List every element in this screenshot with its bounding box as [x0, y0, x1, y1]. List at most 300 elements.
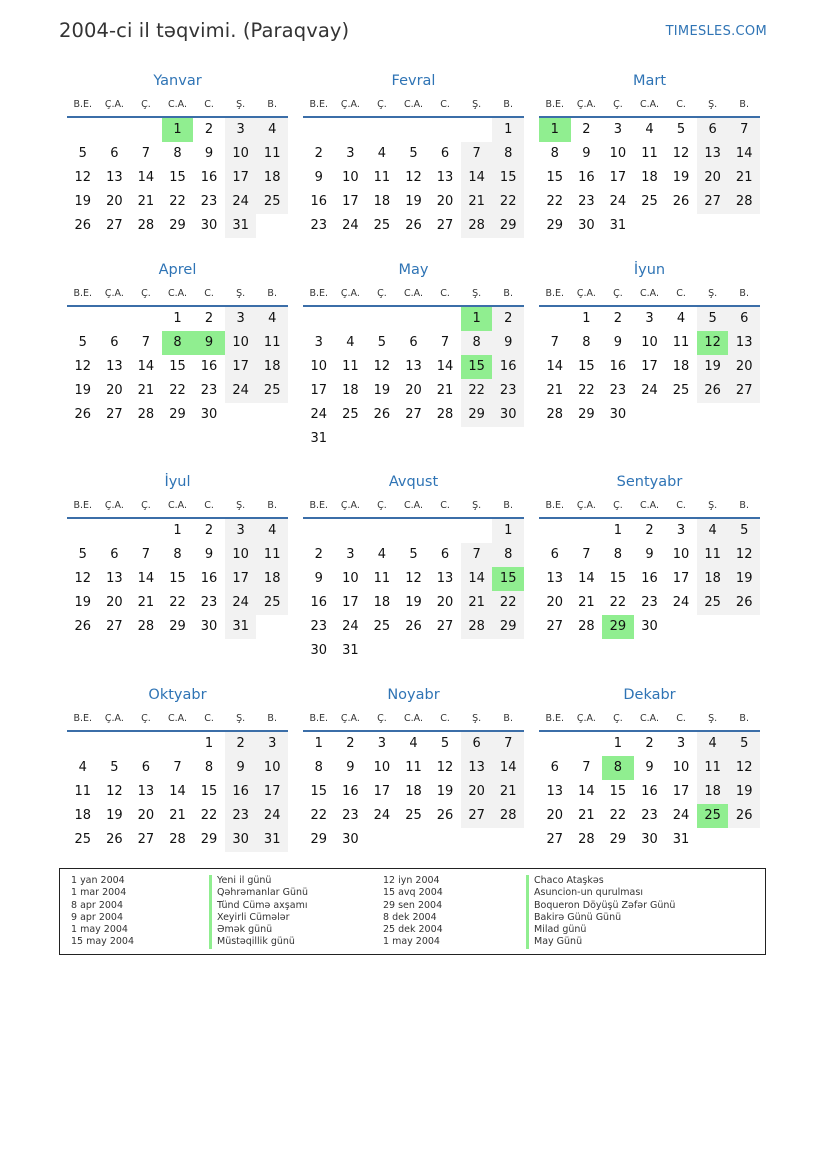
- day-cell: 27: [697, 190, 729, 214]
- holiday-date: 25 dek 2004: [383, 924, 443, 936]
- holiday-date: 1 mar 2004: [71, 887, 127, 899]
- day-cell: 10: [342, 170, 359, 185]
- day-cell: 9: [314, 170, 323, 185]
- day-cell: 4: [409, 736, 418, 751]
- day-cell: 14: [492, 756, 524, 780]
- weekday-label: Ç.: [141, 713, 151, 724]
- day-cell: 3: [256, 732, 288, 756]
- holiday-day-cell: 15: [461, 355, 493, 379]
- day-cell: 21: [137, 383, 155, 398]
- month-name: Yanvar: [153, 73, 202, 89]
- day-cell: 22: [492, 190, 524, 214]
- day-cell: 7: [550, 335, 559, 350]
- day-cell: 1: [314, 736, 323, 751]
- weekday-label: B.: [739, 288, 749, 299]
- day-cell: 26: [436, 808, 454, 823]
- holiday-name: Qəhrəmanlar Günü: [209, 887, 308, 899]
- day-cell: 1: [492, 519, 524, 543]
- holiday-day-cell: 1: [461, 307, 493, 331]
- weekday-label: C.A.: [639, 713, 659, 724]
- day-cell: 8: [492, 543, 524, 567]
- day-cell: 31: [225, 615, 257, 639]
- day-cell: 22: [169, 595, 186, 610]
- weekday-label: B.E.: [545, 99, 565, 110]
- day-cell: 28: [137, 407, 155, 422]
- month-name: Aprel: [158, 262, 197, 278]
- day-cell: 18: [697, 567, 729, 591]
- day-cell: 5: [440, 736, 450, 751]
- weekday-header: [539, 99, 760, 115]
- day-cell: 22: [310, 808, 328, 823]
- day-cell: 30: [225, 828, 257, 852]
- day-cell: 30: [310, 643, 328, 658]
- day-cell: 26: [728, 804, 760, 828]
- holiday-dates-column: [71, 875, 134, 949]
- holiday-date: 1 may 2004: [71, 924, 128, 936]
- day-cell: 8: [204, 760, 214, 775]
- day-cell: 23: [578, 194, 595, 209]
- day-cell: 20: [137, 808, 155, 823]
- day-cell: 20: [697, 166, 729, 190]
- day-cell: 8: [461, 331, 493, 355]
- day-cell: 13: [461, 756, 493, 780]
- weekday-label: B.E.: [545, 500, 565, 511]
- day-cell: 13: [728, 331, 760, 355]
- day-cell: 28: [461, 214, 493, 238]
- day-cell: 9: [613, 335, 623, 350]
- day-cell: 22: [169, 194, 186, 209]
- weekday-label: C.: [204, 500, 214, 511]
- day-cell: 7: [141, 146, 151, 161]
- weekday-label: B.E.: [309, 99, 329, 110]
- holiday-day-cell: 25: [697, 804, 729, 828]
- day-cell: 24: [672, 595, 690, 610]
- day-cell: 9: [225, 756, 257, 780]
- day-cell: 13: [546, 784, 564, 799]
- day-cell: 1: [173, 523, 182, 538]
- day-cell: 8: [173, 146, 182, 161]
- weekday-label: B.E.: [309, 288, 329, 299]
- holiday-date: 1 yan 2004: [71, 875, 125, 886]
- day-cell: 11: [342, 359, 359, 374]
- day-cell: 5: [78, 547, 87, 562]
- day-cell: 28: [492, 804, 524, 828]
- weekday-label: C.: [204, 288, 214, 299]
- day-cell: 13: [436, 170, 454, 185]
- day-cell: 17: [672, 571, 690, 586]
- day-cell: 10: [373, 760, 391, 775]
- day-cell: 31: [225, 214, 257, 238]
- day-cell: 23: [200, 194, 218, 209]
- weekday-label: Ç.A.: [576, 713, 596, 724]
- day-cell: 25: [256, 190, 288, 214]
- day-cell: 10: [342, 571, 359, 586]
- day-cell: 14: [578, 571, 595, 586]
- weekday-label: Ç.A.: [104, 500, 124, 511]
- day-cell: 6: [141, 760, 151, 775]
- day-cell: 1: [173, 311, 182, 326]
- day-cell: 31: [256, 828, 288, 852]
- day-cell: 20: [728, 355, 760, 379]
- day-cell: 15: [169, 571, 186, 586]
- holiday-day-cell: 15: [492, 567, 524, 591]
- weekday-label: Ş.: [236, 500, 246, 511]
- weekday-header: [539, 288, 760, 304]
- day-cell: 23: [609, 383, 627, 398]
- day-cell: 29: [492, 615, 524, 639]
- day-cell: 8: [550, 146, 559, 161]
- day-cell: 24: [225, 379, 257, 403]
- holiday-dates-column: [383, 875, 443, 949]
- day-cell: 10: [641, 335, 658, 350]
- day-cell: 1: [204, 736, 214, 751]
- weekday-label: C.A.: [639, 99, 659, 110]
- day-cell: 21: [578, 808, 595, 823]
- day-cell: 6: [440, 146, 450, 161]
- day-cell: 3: [613, 122, 623, 137]
- weekday-label: Ş.: [708, 713, 718, 724]
- day-cell: 22: [492, 591, 524, 615]
- day-cell: 28: [728, 190, 760, 214]
- day-cell: 4: [697, 519, 729, 543]
- day-cell: 6: [110, 547, 119, 562]
- day-cell: 21: [461, 591, 493, 615]
- day-cell: 25: [74, 832, 92, 847]
- day-cell: 29: [492, 214, 524, 238]
- weekday-label: B.: [267, 500, 277, 511]
- day-cell: 3: [346, 146, 355, 161]
- day-cell: 26: [697, 379, 729, 403]
- day-cell: 16: [342, 784, 359, 799]
- day-cell: 7: [440, 335, 450, 350]
- day-cell: 23: [641, 595, 658, 610]
- day-cell: 7: [492, 732, 524, 756]
- weekday-label: C.A.: [167, 288, 187, 299]
- day-cell: 4: [256, 519, 288, 543]
- day-cell: 10: [672, 760, 690, 775]
- day-cell: 20: [106, 383, 123, 398]
- month-name: May: [398, 262, 429, 278]
- weekday-label: C.A.: [167, 500, 187, 511]
- day-cell: 21: [461, 190, 493, 214]
- weekday-label: B.E.: [73, 500, 93, 511]
- day-cell: 20: [405, 383, 422, 398]
- day-cell: 17: [256, 780, 288, 804]
- site-link[interactable]: TIMESLES.COM: [665, 24, 767, 39]
- day-cell: 6: [697, 118, 729, 142]
- weekday-header: [539, 713, 760, 729]
- day-cell: 15: [310, 784, 328, 799]
- day-cell: 16: [310, 194, 328, 209]
- day-cell: 23: [641, 808, 658, 823]
- day-cell: 11: [256, 331, 288, 355]
- day-cell: 22: [609, 595, 627, 610]
- holiday-date: 29 sen 2004: [383, 899, 443, 911]
- holiday-name: Boqueron Döyüşü Zəfər Günü: [526, 900, 675, 912]
- day-cell: 19: [74, 194, 92, 209]
- day-cell: 6: [550, 547, 559, 562]
- holiday-name: Milad günü: [526, 924, 675, 936]
- weekday-label: B.E.: [73, 99, 93, 110]
- weekday-label: Ç.: [377, 288, 387, 299]
- day-cell: 16: [641, 571, 658, 586]
- day-cell: 18: [672, 359, 690, 374]
- day-cell: 21: [436, 383, 454, 398]
- day-cell: 12: [106, 784, 123, 799]
- day-cell: 27: [436, 619, 454, 634]
- weekday-label: Ç.A.: [340, 288, 360, 299]
- day-cell: 7: [582, 547, 591, 562]
- day-cell: 17: [373, 784, 391, 799]
- weekday-label: B.E.: [545, 713, 565, 724]
- weekday-label: Ç.: [141, 500, 151, 511]
- day-cell: 23: [310, 218, 328, 233]
- day-cell: 5: [728, 732, 760, 756]
- day-cell: 26: [405, 619, 422, 634]
- day-cell: 29: [169, 218, 186, 233]
- day-cell: 5: [78, 146, 87, 161]
- day-cell: 30: [609, 407, 627, 422]
- day-cell: 30: [200, 407, 218, 422]
- day-cell: 11: [373, 170, 391, 185]
- day-cell: 4: [645, 122, 654, 137]
- weekday-label: C.: [440, 713, 450, 724]
- day-cell: 25: [373, 218, 391, 233]
- day-cell: 26: [74, 619, 92, 634]
- weekday-label: B.E.: [73, 288, 93, 299]
- day-cell: 28: [169, 832, 186, 847]
- day-cell: 28: [137, 218, 155, 233]
- day-cell: 26: [672, 194, 690, 209]
- weekday-label: Ç.: [141, 99, 151, 110]
- day-cell: 16: [200, 571, 218, 586]
- day-cell: 30: [342, 832, 359, 847]
- day-cell: 7: [461, 543, 493, 567]
- holiday-name: Xeyirli Cümələr: [209, 912, 308, 924]
- weekday-label: Ç.: [613, 713, 623, 724]
- day-cell: 2: [582, 122, 591, 137]
- weekday-label: Ç.A.: [340, 713, 360, 724]
- day-cell: 3: [225, 118, 257, 142]
- day-cell: 27: [461, 804, 493, 828]
- day-cell: 5: [409, 547, 418, 562]
- weekday-label: Ç.: [613, 500, 623, 511]
- day-cell: 30: [578, 218, 595, 233]
- day-cell: 24: [342, 619, 359, 634]
- day-cell: 12: [74, 571, 92, 586]
- day-cell: 15: [609, 784, 627, 799]
- weekday-label: B.: [503, 713, 513, 724]
- weekday-label: Ç.: [377, 713, 387, 724]
- day-cell: 17: [310, 383, 328, 398]
- day-cell: 26: [373, 407, 391, 422]
- weekday-label: Ç.: [613, 288, 623, 299]
- day-cell: 25: [405, 808, 422, 823]
- month-name: İyul: [164, 474, 191, 490]
- day-cell: 9: [204, 146, 214, 161]
- weekday-label: C.: [676, 288, 686, 299]
- day-cell: 6: [110, 335, 119, 350]
- day-cell: 17: [342, 194, 359, 209]
- day-cell: 11: [256, 543, 288, 567]
- day-cell: 18: [342, 383, 359, 398]
- month-name: Dekabr: [623, 687, 676, 703]
- day-cell: 11: [373, 571, 391, 586]
- day-cell: 10: [225, 543, 257, 567]
- day-cell: 30: [200, 619, 218, 634]
- day-cell: 19: [405, 595, 422, 610]
- day-cell: 17: [225, 355, 257, 379]
- day-cell: 14: [137, 170, 155, 185]
- holiday-name: Chaco Ataşkəs: [526, 875, 675, 887]
- day-cell: 2: [645, 523, 654, 538]
- weekday-header: [303, 99, 524, 115]
- day-cell: 6: [110, 146, 119, 161]
- day-cell: 23: [342, 808, 359, 823]
- day-cell: 27: [436, 218, 454, 233]
- day-cell: 14: [728, 142, 760, 166]
- day-cell: 16: [609, 359, 627, 374]
- day-cell: 18: [256, 166, 288, 190]
- day-cell: 29: [546, 218, 564, 233]
- weekday-header: [67, 713, 288, 729]
- day-cell: 3: [314, 335, 323, 350]
- day-cell: 29: [169, 619, 186, 634]
- day-cell: 2: [204, 523, 214, 538]
- day-cell: 19: [373, 383, 391, 398]
- day-cell: 8: [613, 547, 623, 562]
- day-cell: 3: [225, 307, 257, 331]
- holiday-name: Yeni il günü: [209, 875, 308, 887]
- day-cell: 5: [697, 307, 729, 331]
- day-cell: 7: [728, 118, 760, 142]
- day-cell: 12: [436, 760, 454, 775]
- month-name: Mart: [632, 73, 667, 89]
- day-cell: 2: [645, 736, 654, 751]
- holiday-name: Bakirə Günü Günü: [526, 912, 675, 924]
- header-rule: [303, 116, 524, 118]
- month-name: Avqust: [388, 474, 439, 490]
- weekday-label: C.A.: [167, 713, 187, 724]
- day-cell: 8: [314, 760, 323, 775]
- weekday-label: C.: [440, 500, 450, 511]
- day-cell: 10: [672, 547, 690, 562]
- weekday-label: C.A.: [639, 500, 659, 511]
- day-cell: 2: [346, 736, 355, 751]
- day-cell: 20: [546, 595, 564, 610]
- day-cell: 25: [373, 619, 391, 634]
- day-cell: 5: [377, 335, 387, 350]
- day-cell: 19: [106, 808, 123, 823]
- page-title: 2004-ci il təqvimi. (Paraqvay): [59, 19, 350, 42]
- weekday-label: Ç.A.: [576, 500, 596, 511]
- day-cell: 3: [377, 736, 387, 751]
- weekday-label: C.A.: [403, 288, 423, 299]
- day-cell: 25: [256, 591, 288, 615]
- day-cell: 3: [225, 519, 257, 543]
- day-cell: 25: [641, 194, 658, 209]
- day-cell: 10: [609, 146, 627, 161]
- day-cell: 22: [200, 808, 218, 823]
- holiday-date: 1 may 2004: [383, 936, 440, 948]
- day-cell: 11: [256, 142, 288, 166]
- weekday-label: Ş.: [472, 500, 482, 511]
- month-name: Oktyabr: [148, 687, 207, 703]
- day-cell: 26: [106, 832, 123, 847]
- day-cell: 2: [314, 146, 323, 161]
- day-cell: 19: [728, 567, 760, 591]
- weekday-label: Ç.A.: [340, 99, 360, 110]
- day-cell: 14: [461, 166, 493, 190]
- weekday-label: Ş.: [236, 288, 246, 299]
- day-cell: 6: [550, 760, 559, 775]
- day-cell: 2: [492, 307, 524, 331]
- day-cell: 9: [645, 547, 654, 562]
- day-cell: 13: [106, 571, 123, 586]
- day-cell: 28: [461, 615, 493, 639]
- day-cell: 5: [78, 335, 87, 350]
- weekday-label: B.: [739, 500, 749, 511]
- weekday-label: C.: [676, 500, 686, 511]
- day-cell: 17: [641, 359, 658, 374]
- weekday-label: Ş.: [236, 99, 246, 110]
- day-cell: 13: [137, 784, 155, 799]
- weekday-label: Ç.A.: [340, 500, 360, 511]
- day-cell: 4: [697, 732, 729, 756]
- day-cell: 31: [342, 643, 359, 658]
- day-cell: 19: [74, 383, 92, 398]
- day-cell: 15: [578, 359, 595, 374]
- weekday-label: B.: [739, 99, 749, 110]
- day-cell: 17: [342, 595, 359, 610]
- holiday-day-cell: 29: [602, 615, 634, 639]
- day-cell: 5: [409, 146, 418, 161]
- day-cell: 11: [74, 784, 92, 799]
- day-cell: 15: [609, 571, 627, 586]
- holidays-list: [59, 868, 766, 955]
- weekday-header: [303, 288, 524, 304]
- weekday-label: Ç.: [377, 99, 387, 110]
- day-cell: 4: [78, 760, 87, 775]
- holiday-day-cell: 9: [193, 331, 225, 355]
- day-cell: 30: [200, 218, 218, 233]
- day-cell: 28: [137, 619, 155, 634]
- day-cell: 28: [436, 407, 454, 422]
- day-cell: 27: [106, 619, 123, 634]
- day-cell: 14: [578, 784, 595, 799]
- weekday-label: Ş.: [708, 99, 718, 110]
- day-cell: 2: [204, 122, 214, 137]
- day-cell: 17: [672, 784, 690, 799]
- day-cell: 15: [200, 784, 218, 799]
- holiday-day-cell: 1: [162, 118, 194, 142]
- weekday-label: C.: [440, 288, 450, 299]
- day-cell: 29: [169, 407, 186, 422]
- day-cell: 22: [169, 383, 186, 398]
- day-cell: 4: [256, 118, 288, 142]
- day-cell: 1: [492, 118, 524, 142]
- day-cell: 29: [609, 832, 627, 847]
- day-cell: 19: [672, 170, 690, 185]
- day-cell: 26: [728, 591, 760, 615]
- day-cell: 13: [697, 142, 729, 166]
- weekday-label: Ç.A.: [576, 288, 596, 299]
- day-cell: 13: [106, 359, 123, 374]
- day-cell: 16: [225, 780, 257, 804]
- day-cell: 5: [728, 519, 760, 543]
- day-cell: 14: [546, 359, 564, 374]
- day-cell: 23: [310, 619, 328, 634]
